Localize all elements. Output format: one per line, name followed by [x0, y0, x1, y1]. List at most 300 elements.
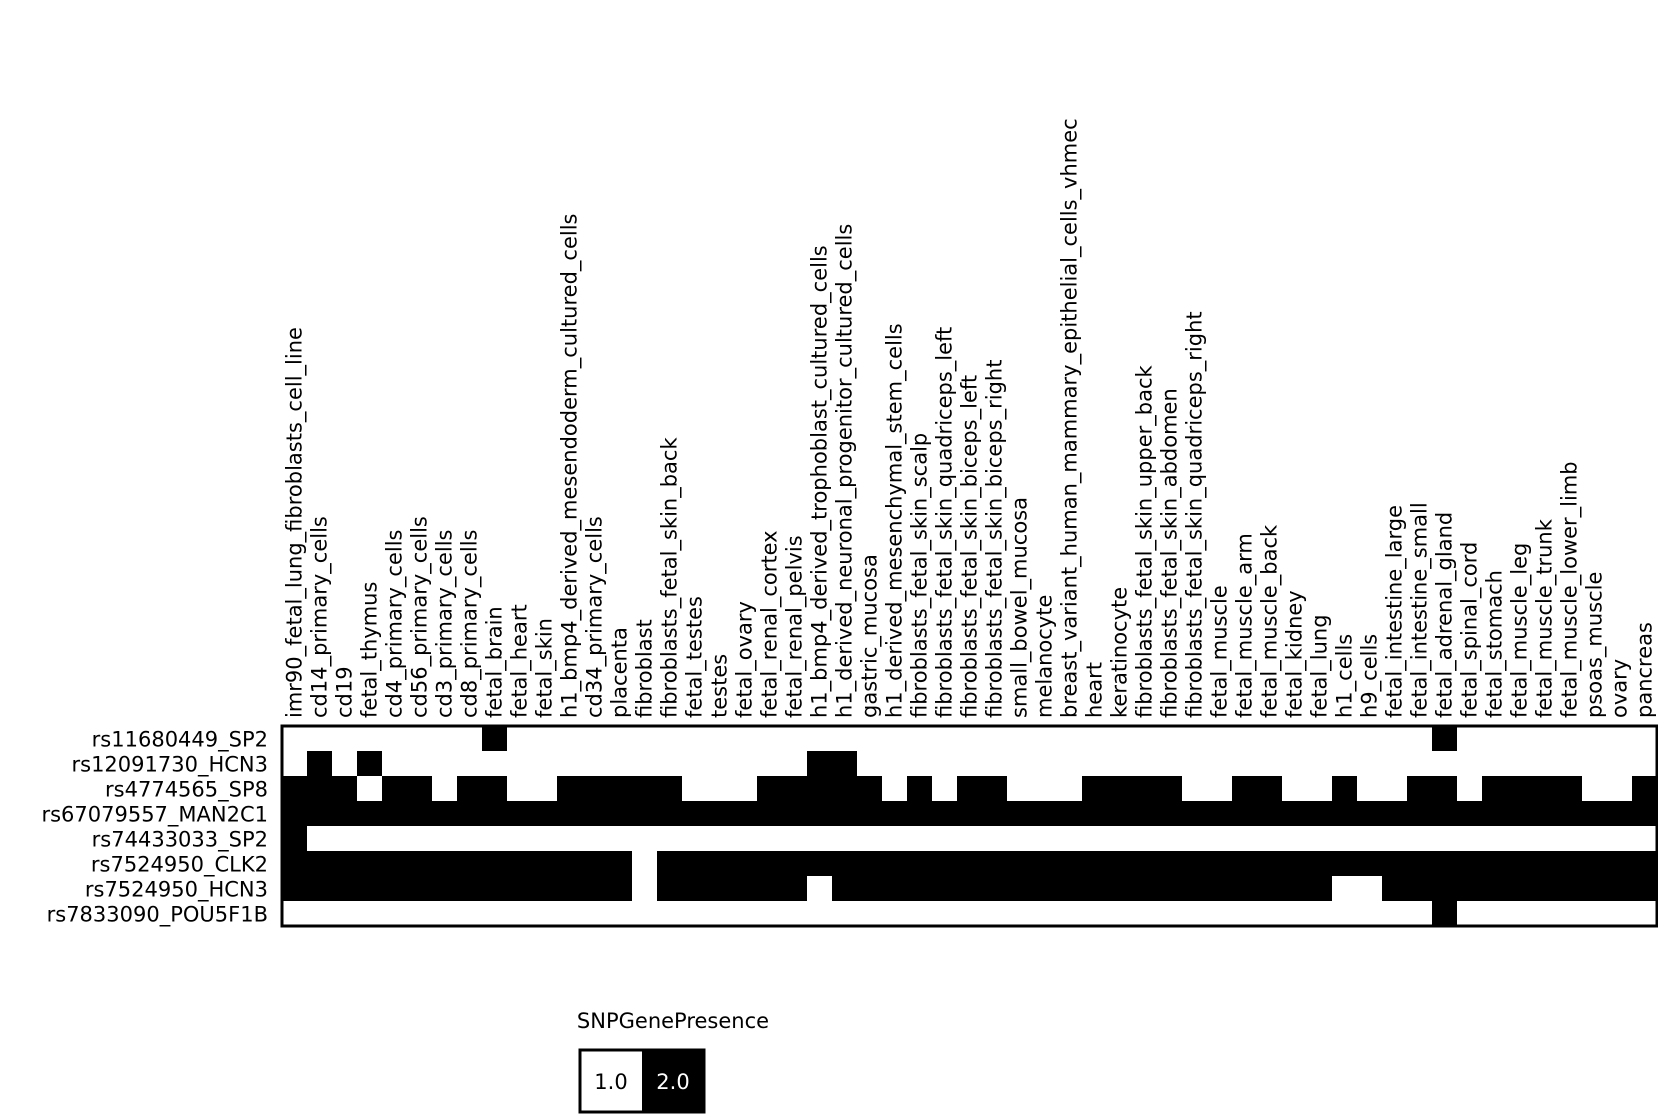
heatmap-cell: [1632, 776, 1658, 802]
heatmap-cell: [1082, 801, 1108, 827]
heatmap-cell: [1407, 801, 1433, 827]
heatmap-cell: [1382, 776, 1408, 802]
heatmap-cell: [307, 726, 333, 752]
heatmap-cell: [1182, 901, 1208, 927]
heatmap-cell: [1132, 726, 1158, 752]
heatmap-cell: [707, 826, 733, 852]
heatmap-cell: [1107, 801, 1133, 827]
heatmap-cell: [1007, 876, 1033, 902]
column-label: h1_bmp4_derived_trophoblast_cultured_cells: [807, 245, 832, 718]
heatmap-cell: [1257, 776, 1283, 802]
heatmap-cell: [1307, 726, 1333, 752]
heatmap-cell: [1082, 726, 1108, 752]
row-label: rs7524950_CLK2: [90, 852, 268, 877]
heatmap-cell: [1257, 901, 1283, 927]
heatmap-cell: [1107, 876, 1133, 902]
heatmap-cell: [1632, 726, 1658, 752]
heatmap-cell: [357, 826, 383, 852]
heatmap-cell: [1307, 776, 1333, 802]
column-label: fetal_renal_cortex: [757, 530, 782, 718]
heatmap-cell: [507, 801, 533, 827]
heatmap-cell: [1032, 826, 1058, 852]
heatmap-cell: [1232, 826, 1258, 852]
heatmap-cell: [832, 726, 858, 752]
column-label: placenta: [607, 627, 632, 718]
heatmap-cell: [1132, 901, 1158, 927]
column-label: fetal_intestine_large: [1382, 504, 1407, 718]
heatmap-cell: [1057, 901, 1083, 927]
heatmap-cell: [1332, 801, 1358, 827]
heatmap-cell: [482, 776, 508, 802]
heatmap-cell: [757, 751, 783, 777]
heatmap-cell: [1632, 851, 1658, 877]
heatmap-cell: [1207, 826, 1233, 852]
heatmap-cell: [382, 776, 408, 802]
heatmap-cell: [1557, 901, 1583, 927]
heatmap-cell: [1107, 851, 1133, 877]
heatmap-cell: [682, 726, 708, 752]
heatmap-cell: [1582, 851, 1608, 877]
heatmap-cell: [1332, 776, 1358, 802]
heatmap-cell: [1307, 751, 1333, 777]
heatmap-cell: [932, 751, 958, 777]
heatmap-cell: [1457, 851, 1483, 877]
heatmap-cell: [1282, 876, 1308, 902]
heatmap-cell: [707, 751, 733, 777]
heatmap-cell: [907, 751, 933, 777]
row-label: rs7833090_POU5F1B: [46, 902, 268, 927]
heatmap-cell: [332, 901, 358, 927]
heatmap-cell: [1432, 851, 1458, 877]
heatmap-cell: [882, 826, 908, 852]
heatmap-cell: [1607, 751, 1633, 777]
heatmap-cell: [632, 751, 658, 777]
heatmap-cell: [1532, 876, 1558, 902]
heatmap-cell: [1432, 826, 1458, 852]
column-label: fetal_lung: [1307, 614, 1332, 718]
heatmap-cell: [357, 876, 383, 902]
heatmap-cell: [1232, 876, 1258, 902]
heatmap-cell: [1457, 876, 1483, 902]
heatmap-cell: [1282, 751, 1308, 777]
heatmap-cell: [1582, 901, 1608, 927]
heatmap-cell: [457, 876, 483, 902]
heatmap-cell: [332, 801, 358, 827]
heatmap-cell: [707, 876, 733, 902]
heatmap-cell: [857, 826, 883, 852]
row-label: rs11680449_SP2: [91, 727, 268, 752]
heatmap-cell: [1482, 876, 1508, 902]
heatmap-cell: [1457, 826, 1483, 852]
heatmap-cell: [1182, 876, 1208, 902]
column-label: fetal_muscle_lower_limb: [1557, 461, 1582, 718]
heatmap-cell: [282, 876, 308, 902]
heatmap-cell: [1457, 751, 1483, 777]
heatmap-cell: [1157, 801, 1183, 827]
heatmap-cell: [1332, 726, 1358, 752]
heatmap-cell: [682, 826, 708, 852]
heatmap-cell: [1082, 826, 1108, 852]
heatmap-cell: [1382, 801, 1408, 827]
heatmap-cell: [382, 751, 408, 777]
heatmap-cell: [882, 776, 908, 802]
heatmap-cell: [1632, 826, 1658, 852]
heatmap-cell: [582, 851, 608, 877]
heatmap-cell: [557, 901, 583, 927]
column-label: fetal_kidney: [1282, 590, 1307, 718]
column-label: fetal_ovary: [732, 601, 757, 718]
column-label: fetal_brain: [482, 606, 507, 718]
heatmap-cell: [1232, 751, 1258, 777]
heatmap-cell: [1032, 726, 1058, 752]
heatmap-cell: [357, 851, 383, 877]
heatmap-cell: [707, 851, 733, 877]
row-label: rs12091730_HCN3: [71, 752, 268, 777]
heatmap-cell: [407, 726, 433, 752]
heatmap-cell: [1582, 876, 1608, 902]
heatmap-cell: [1182, 776, 1208, 802]
heatmap-cell: [732, 801, 758, 827]
heatmap-cell: [432, 776, 458, 802]
heatmap-cell: [657, 826, 683, 852]
heatmap-cell: [307, 826, 333, 852]
heatmap-cell: [1107, 776, 1133, 802]
heatmap-cell: [1257, 726, 1283, 752]
heatmap-cell: [482, 851, 508, 877]
heatmap-cell: [732, 851, 758, 877]
heatmap-cell: [1282, 776, 1308, 802]
column-label: testes: [707, 653, 732, 718]
heatmap-cell: [1607, 826, 1633, 852]
heatmap-cell: [382, 901, 408, 927]
column-label: cd19: [332, 666, 357, 718]
heatmap-cell: [307, 876, 333, 902]
heatmap-cell: [732, 876, 758, 902]
column-label: h1_derived_mesenchymal_stem_cells: [882, 323, 907, 718]
heatmap-cell: [282, 851, 308, 877]
heatmap-cell: [932, 901, 958, 927]
heatmap-cell: [307, 801, 333, 827]
row-label: rs7524950_HCN3: [84, 877, 268, 902]
heatmap-cell: [557, 876, 583, 902]
heatmap-cell: [707, 801, 733, 827]
heatmap-cell: [682, 851, 708, 877]
heatmap-cell: [357, 801, 383, 827]
heatmap-cell: [482, 901, 508, 927]
heatmap-cell: [1257, 801, 1283, 827]
heatmap-cell: [1407, 776, 1433, 802]
heatmap-cell: [1032, 776, 1058, 802]
heatmap-cell: [1207, 876, 1233, 902]
legend: [577, 1009, 769, 1112]
heatmap-cell: [982, 726, 1008, 752]
heatmap-cell: [1132, 776, 1158, 802]
heatmap-cell: [332, 726, 358, 752]
heatmap-cell: [557, 826, 583, 852]
heatmap-cell: [1057, 751, 1083, 777]
heatmap-cell: [357, 751, 383, 777]
heatmap-cell: [982, 901, 1008, 927]
column-label: fibroblasts_fetal_skin_scalp: [907, 432, 932, 718]
heatmap-cell: [457, 726, 483, 752]
heatmap-cell: [1307, 801, 1333, 827]
heatmap-cell: [732, 726, 758, 752]
column-label: fibroblasts_fetal_skin_quadriceps_right: [1182, 311, 1207, 718]
heatmap-cell: [1557, 776, 1583, 802]
heatmap-cell: [732, 901, 758, 927]
heatmap-cell: [1182, 751, 1208, 777]
heatmap-cell: [1532, 901, 1558, 927]
heatmap-cell: [957, 901, 983, 927]
heatmap-cell: [1232, 726, 1258, 752]
heatmap-cell: [832, 751, 858, 777]
heatmap-cell: [1482, 726, 1508, 752]
legend-label-1: 1.0: [594, 1070, 628, 1094]
heatmap-cell: [1532, 851, 1558, 877]
heatmap-cell: [457, 901, 483, 927]
heatmap-cell: [1332, 851, 1358, 877]
heatmap-cell: [1207, 901, 1233, 927]
heatmap-cell: [532, 801, 558, 827]
heatmap-cell: [607, 901, 633, 927]
heatmap-cell: [957, 851, 983, 877]
heatmap-cell: [1557, 751, 1583, 777]
heatmap-cell: [1207, 751, 1233, 777]
heatmap-cell: [1107, 726, 1133, 752]
heatmap-cell: [982, 751, 1008, 777]
heatmap-cell: [432, 751, 458, 777]
heatmap-cell: [782, 876, 808, 902]
heatmap-cell: [1307, 901, 1333, 927]
column-label: ovary: [1607, 658, 1632, 718]
heatmap-cell: [857, 776, 883, 802]
heatmap-cell: [1307, 851, 1333, 877]
heatmap-cell: [407, 851, 433, 877]
heatmap-cell: [682, 801, 708, 827]
heatmap-cell: [1057, 776, 1083, 802]
heatmap-cell: [1257, 851, 1283, 877]
heatmap-cell: [607, 851, 633, 877]
heatmap-cell: [1482, 776, 1508, 802]
heatmap-cell: [957, 801, 983, 827]
heatmap-cell: [882, 901, 908, 927]
heatmap-cell: [632, 826, 658, 852]
column-label: fibroblasts_fetal_skin_biceps_right: [982, 359, 1007, 718]
heatmap-cell: [907, 826, 933, 852]
heatmap-cell: [507, 826, 533, 852]
heatmap-cell: [757, 876, 783, 902]
column-label: fetal_muscle_arm: [1232, 533, 1257, 718]
heatmap-cell: [707, 776, 733, 802]
heatmap-cell: [1282, 901, 1308, 927]
heatmap-cell: [1482, 901, 1508, 927]
column-label: h1_bmp4_derived_mesendoderm_cultured_cells: [557, 213, 582, 718]
heatmap-cell: [1457, 726, 1483, 752]
heatmap-cell: [682, 751, 708, 777]
heatmap-cell: [1532, 801, 1558, 827]
legend-title: SNPGenePresence: [576, 1009, 770, 1033]
heatmap-cell: [857, 876, 883, 902]
heatmap-cell: [707, 726, 733, 752]
heatmap-cell: [582, 826, 608, 852]
heatmap-cell: [407, 901, 433, 927]
heatmap-cell: [1307, 876, 1333, 902]
heatmap-cell: [557, 776, 583, 802]
heatmap-cell: [857, 801, 883, 827]
heatmap-cell: [882, 751, 908, 777]
heatmap-cell: [1382, 901, 1408, 927]
column-label: fetal_renal_pelvis: [782, 535, 807, 718]
column-label: fetal_intestine_small: [1407, 502, 1432, 718]
heatmap-cell: [607, 801, 633, 827]
heatmap-cell: [1632, 901, 1658, 927]
column-label: fetal_muscle_back: [1257, 524, 1282, 718]
heatmap-cell: [782, 826, 808, 852]
heatmap-cell: [607, 826, 633, 852]
heatmap-cell: [682, 776, 708, 802]
heatmap-cell: [782, 726, 808, 752]
heatmap-cell: [1182, 826, 1208, 852]
heatmap-cell: [332, 776, 358, 802]
heatmap-cell: [982, 801, 1008, 827]
column-label: fetal_stomach: [1482, 570, 1507, 718]
heatmap-cell: [757, 901, 783, 927]
heatmap-cell: [907, 901, 933, 927]
heatmap-cell: [1382, 726, 1408, 752]
heatmap-cell: [1332, 826, 1358, 852]
heatmap-cell: [1007, 801, 1033, 827]
heatmap-cell: [657, 751, 683, 777]
heatmap-cell: [1382, 751, 1408, 777]
heatmap-cell: [307, 901, 333, 927]
column-label: h9_cells: [1357, 633, 1382, 718]
column-label: fetal_muscle_trunk: [1532, 519, 1557, 718]
row-label: rs67079557_MAN2C1: [41, 802, 268, 827]
heatmap-cell: [1032, 751, 1058, 777]
heatmap-cell: [982, 826, 1008, 852]
column-label: fibroblasts_fetal_skin_quadriceps_left: [932, 326, 957, 718]
heatmap-cell: [407, 826, 433, 852]
heatmap-cell: [382, 851, 408, 877]
heatmap-cell: [907, 801, 933, 827]
heatmap-cell: [507, 751, 533, 777]
heatmap-cell: [507, 851, 533, 877]
heatmap-cell: [1432, 876, 1458, 902]
heatmap-cell: [1357, 726, 1383, 752]
heatmap-cell: [1032, 801, 1058, 827]
heatmap-cell: [482, 801, 508, 827]
heatmap-cell: [757, 851, 783, 877]
heatmap-cell: [907, 726, 933, 752]
heatmap-cell: [807, 751, 833, 777]
heatmap-cell: [1157, 851, 1183, 877]
heatmap-cell: [282, 901, 308, 927]
heatmap-cell: [1132, 876, 1158, 902]
heatmap-cell: [1107, 751, 1133, 777]
heatmap-cell: [1382, 876, 1408, 902]
heatmap-cell: [1207, 801, 1233, 827]
heatmap-cell: [1082, 901, 1108, 927]
heatmap-cell: [932, 776, 958, 802]
heatmap-cell: [807, 901, 833, 927]
column-label: fetal_spinal_cord: [1457, 541, 1482, 718]
heatmap-cell: [282, 726, 308, 752]
heatmap-cell: [1607, 876, 1633, 902]
heatmap-cell: [1407, 851, 1433, 877]
heatmap-cell: [532, 876, 558, 902]
heatmap-cell: [532, 776, 558, 802]
row-labels: [41, 728, 268, 928]
heatmap-cell: [1307, 826, 1333, 852]
heatmap-cell: [1357, 826, 1383, 852]
heatmap-cell: [1332, 751, 1358, 777]
heatmap-cell: [657, 801, 683, 827]
heatmap-cell: [757, 826, 783, 852]
heatmap-cell: [1482, 851, 1508, 877]
heatmap-cell: [1582, 801, 1608, 827]
heatmap-cell: [1232, 801, 1258, 827]
heatmap-cell: [1232, 901, 1258, 927]
column-label: heart: [1082, 662, 1107, 718]
heatmap-cell: [457, 826, 483, 852]
heatmap-cell: [1057, 876, 1083, 902]
heatmap-cell: [1582, 776, 1608, 802]
heatmap-cell: [1032, 876, 1058, 902]
heatmap-cell: [1407, 751, 1433, 777]
heatmap-cell: [982, 776, 1008, 802]
heatmap-cell: [1357, 901, 1383, 927]
heatmap-cell: [857, 901, 883, 927]
column-label: keratinocyte: [1107, 586, 1132, 718]
heatmap-cell: [932, 876, 958, 902]
heatmap-cell: [707, 901, 733, 927]
heatmap-cell: [282, 801, 308, 827]
heatmap-cell: [1582, 726, 1608, 752]
heatmap-cell: [1482, 751, 1508, 777]
heatmap-cell: [1507, 801, 1533, 827]
heatmap-cell: [832, 901, 858, 927]
heatmap-cell: [607, 751, 633, 777]
heatmap-cell: [857, 851, 883, 877]
heatmap-cell: [582, 801, 608, 827]
heatmap-cell: [982, 851, 1008, 877]
heatmap-cell: [457, 801, 483, 827]
heatmap-cell: [1132, 801, 1158, 827]
heatmap-cell: [1382, 826, 1408, 852]
heatmap-cell: [1282, 826, 1308, 852]
heatmap-cell: [307, 851, 333, 877]
heatmap-cell: [532, 826, 558, 852]
heatmap-cell: [782, 776, 808, 802]
heatmap-cell: [1632, 801, 1658, 827]
heatmap-cell: [982, 876, 1008, 902]
heatmap-cell: [1632, 876, 1658, 902]
heatmap-cell: [1007, 851, 1033, 877]
heatmap-cell: [482, 726, 508, 752]
column-label: fetal_muscle_leg: [1507, 542, 1532, 718]
heatmap-cell: [357, 901, 383, 927]
heatmap-cell: [582, 876, 608, 902]
column-label: cd14_primary_cells: [307, 516, 332, 718]
heatmap-cell: [457, 851, 483, 877]
row-label: rs74433033_SP2: [91, 827, 268, 852]
heatmap-cell: [957, 876, 983, 902]
heatmap-cell: [1157, 776, 1183, 802]
heatmap-cell: [882, 876, 908, 902]
heatmap-cell: [632, 776, 658, 802]
heatmap-cell: [1607, 801, 1633, 827]
heatmap-cell: [1157, 751, 1183, 777]
